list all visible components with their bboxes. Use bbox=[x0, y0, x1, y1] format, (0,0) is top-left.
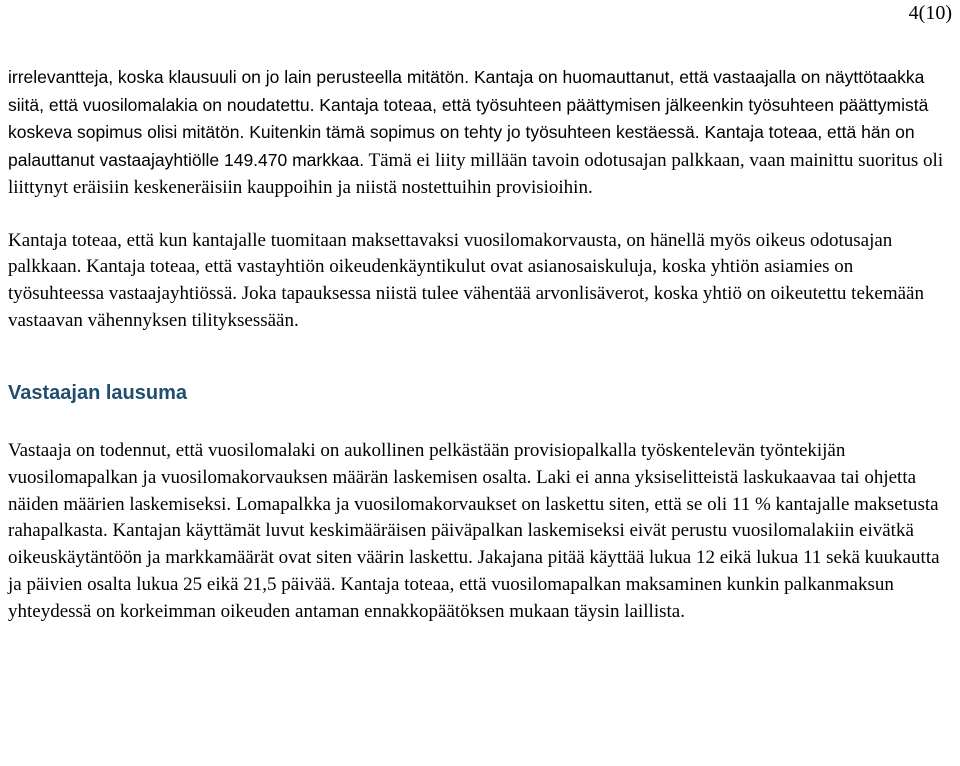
paragraph-segment-sans: irrelevantteja, koska klausuuli on jo lain perusteella mitätön. Kantaja on huomauttanut, että vastaajalla on näyttötaakka siitä, että vuosilomalakia on noudatettu. Kantaja toteaa, että työsuhteen päättymisen jälkeenkin työsuhteen päättymistä koskeva sopimus olisi mitätön. Kuitenkin tämä sopimus on tehty jo työsuhteen kestäessä. Kantaja toteaa, että hän on palauttanut vastaajayhtiölle 149.470 markkaa. bbox=[8, 67, 929, 171]
paragraph-segment-serif: Tämä ei liity millään tavoin odotusajan palkkaan, vaan mainittu suoritus oli liittynyt eräisiin keskeneräisiin kauppoihin ja niistä nostettuihin provisioihin. bbox=[8, 150, 944, 198]
paragraph-claimant-costs: Kantaja toteaa, että kun kantajalle tuomitaan maksettavaksi vuosilomakorvausta, on hänellä myös oikeus odotusajan palkkaan. Kantaja toteaa, että vastayhtiön oikeudenkäyntikulut ovat asianosaiskuluja, koska yhtiön asiamies on työsuhteessa vastaajayhtiössä. Joka tapauksessa niistä tulee vähentää arvonlisäverot, koska yhtiö on oikeutettu tekemään vastaavan vähennyksen tilityksessään. bbox=[8, 229, 924, 331]
paragraph-respondent-statement: Vastaaja on todennut, että vuosilomalaki on aukollinen pelkästään provisiopalkalla työskentelevän työntekijän vuosilomapalkan ja vuosilomakorvauksen määrän laskemisen osalta. Laki ei anna yksiselitteistä laskukaavaa tai ohjetta näiden määrien laskemiseksi. Lomapalkka ja vuosilomakorvaukset on laskettu siten, että se oli 11 % kantajalle maksetusta rahapalkasta. Kantajan käyttämät luvut keskimääräisen päiväpalkan laskemiseksi eivät perustu vuosilomalakiin eivätkä oikeuskäytäntöön ja markkamäärät ovat siten väärin laskettu. Jakajana pitää käyttää lukua 12 eikä lukua 11 sekä kuukautta ja päivien osalta lukua 25 eikä 21,5 päivää. Kantaja toteaa, että vuosilomapalkan maksaminen kunkin palkanmaksun yhteydessä on korkeimman oikeuden antaman ennakkopäätöksen mukaan täysin laillista. bbox=[8, 440, 940, 622]
document-body bbox=[8, 64, 953, 625]
paragraph-claimant-arguments bbox=[8, 64, 953, 202]
section-heading: Vastaajan lausuma bbox=[8, 382, 187, 405]
page-number: 4(10) bbox=[908, 2, 952, 24]
